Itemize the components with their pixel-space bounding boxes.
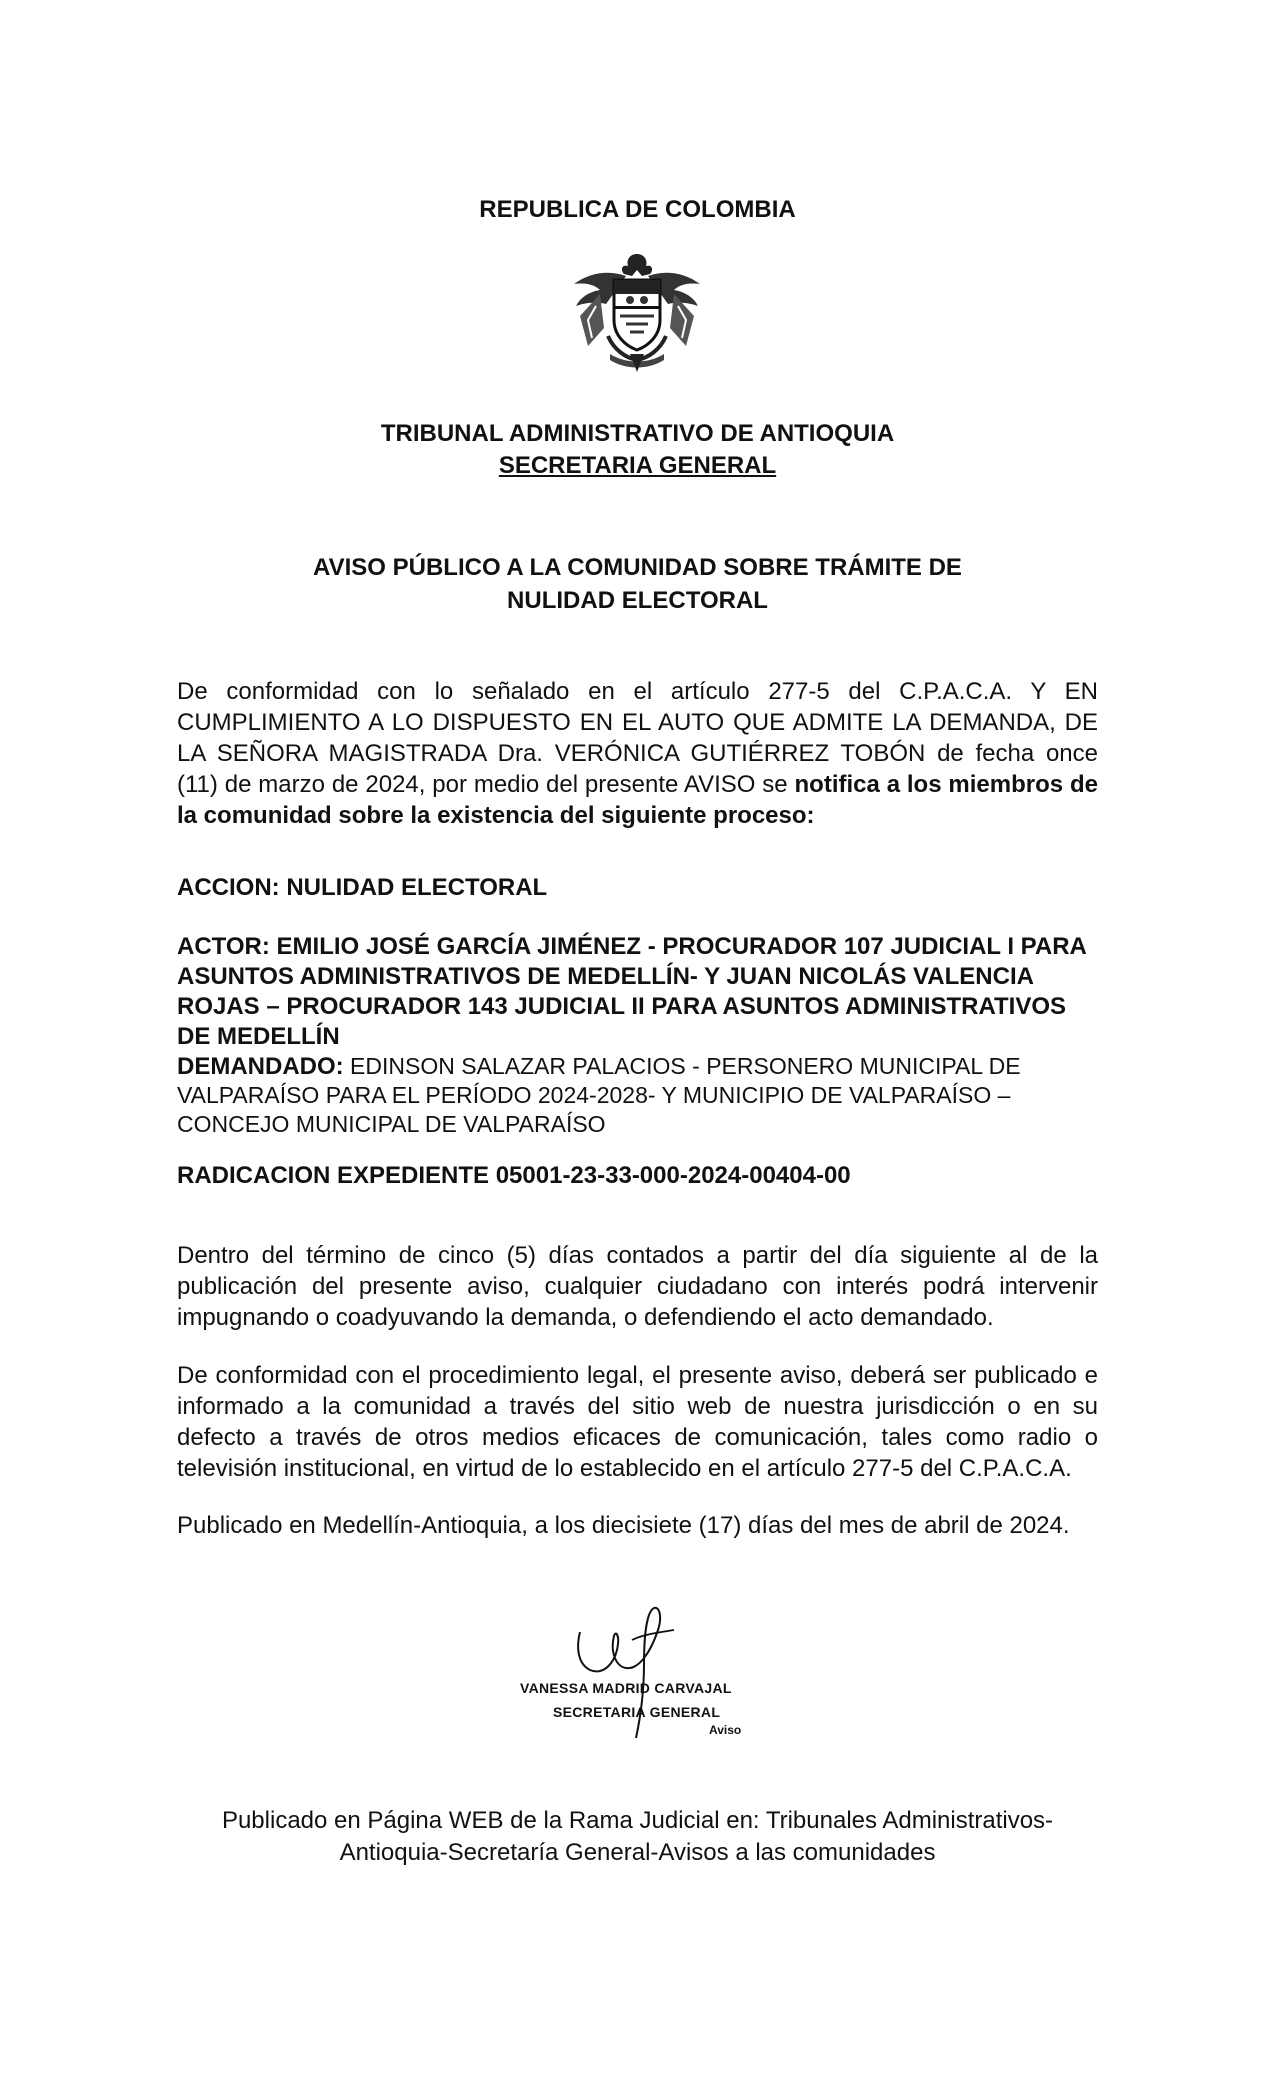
intro-bold-text: notifica a los miembros de la comunidad sobre la existencia del siguiente proceso: <box>177 771 1098 829</box>
country-heading: REPUBLICA DE COLOMBIA <box>479 196 796 223</box>
intro-paragraph <box>177 676 1098 831</box>
coat-of-arms-icon <box>570 250 704 374</box>
court-name: TRIBUNAL ADMINISTRATIVO DE ANTIOQUIA <box>380 420 895 447</box>
signature-code: Aviso <box>709 1723 742 1737</box>
radicacion-line: RADICACION EXPEDIENTE 05001-23-33-000-2024-00404-00 <box>177 1162 851 1189</box>
accion-line: ACCION: NULIDAD ELECTORAL <box>177 874 548 901</box>
notice-title <box>0 551 1275 617</box>
footer-line1: Publicado en Página WEB de la Rama Judicial en: Tribunales Administrativos- <box>221 1807 1054 1834</box>
demandado-value: EDINSON SALAZAR PALACIOS - PERSONERO MUNICIPAL DE VALPARAÍSO PARA EL PERÍODO 2024-2028- Y MUNICIPIO DE VALPARAÍSO – CONCEJO MUNICIPAL DE VALPARAÍSO <box>177 1053 1021 1137</box>
footer-line2: Antioquia-Secretaría General-Avisos a las comunidades <box>339 1839 936 1866</box>
procedure-paragraph: De conformidad con el procedimiento legal, el presente aviso, deberá ser publicado e informado a la comunidad a través del sitio web de nuestra jurisdicción o en su defecto a través de otros medios eficaces de comunicación, tales como radio o televisión institucional, en virtud de lo establecido en el artículo 277-5 del C.P.A.C.A. <box>177 1362 1098 1482</box>
demandado-label: DEMANDADO: <box>177 1053 344 1080</box>
actor-paragraph: ACTOR: EMILIO JOSÉ GARCÍA JIMÉNEZ - PROCURADOR 107 JUDICIAL I PARA ASUNTOS ADMINISTRATIVOS DE MEDELLÍN- Y JUAN NICOLÁS VALENCIA ROJAS – PROCURADOR 143 JUDICIAL II PARA ASUNTOS ADMINISTRATIVOS DE MEDELLÍN <box>177 933 1086 1050</box>
office-name: SECRETARIA GENERAL <box>498 452 777 479</box>
signatory-name: VANESSA MADRID CARVAJAL <box>520 1680 732 1696</box>
signatory-title: SECRETARIA GENERAL <box>553 1704 721 1720</box>
term-paragraph: Dentro del término de cinco (5) días contados a partir del día siguiente al de la publicación del presente aviso, cualquier ciudadano con interés podrá intervenir impugnando o coadyuvando la demanda, o defendiendo el acto demandado. <box>177 1242 1098 1331</box>
intro-text: De conformidad con lo señalado en el artículo 277-5 del C.P.A.C.A. Y EN CUMPLIMIENTO A LO DISPUESTO EN EL AUTO QUE ADMITE LA DEMANDA, DE LA SEÑORA MAGISTRADA Dra. VERÓNICA GUTIÉRREZ TOBÓN de fecha once (11) de marzo de 2024, por medio del presente AVISO se <box>177 678 1098 798</box>
footer-note <box>0 1805 1275 1869</box>
court-heading <box>0 418 1275 482</box>
notice-title-line1: AVISO PÚBLICO A LA COMUNIDAD SOBRE TRÁMITE DE <box>313 554 962 581</box>
published-paragraph: Publicado en Medellín-Antioquia, a los diecisiete (17) días del mes de abril de 2024. <box>177 1512 1070 1539</box>
demandado-paragraph <box>177 1052 1098 1139</box>
notice-title-line2: NULIDAD ELECTORAL <box>507 587 768 614</box>
